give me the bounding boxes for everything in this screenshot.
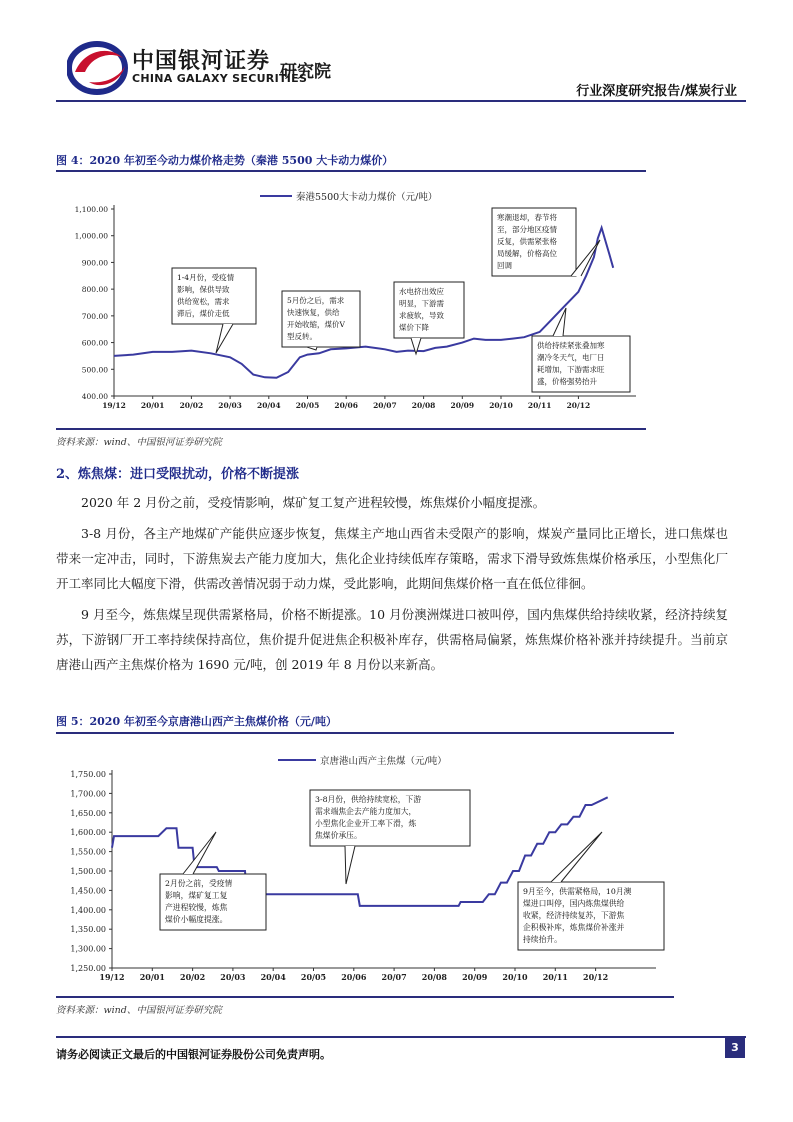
chart5-callout-text: 需求端焦企去产能力度加大，: [315, 807, 417, 816]
chart4-x-tick-label: 20/09: [450, 401, 475, 410]
chart5-y-tick-label: 1,350.00: [70, 925, 106, 935]
chart4-annotation-1: [172, 268, 256, 353]
chart5-callout-text: 收紧，经济持续复苏，下游焦: [523, 911, 625, 920]
chart4-callout-text: 开始收缩，煤价V: [287, 320, 345, 329]
chart4-y-tick-label: 600.00: [81, 338, 108, 348]
chart5-y-tick-label: 1,550.00: [70, 847, 106, 857]
chart4-annotation-3: [394, 282, 464, 354]
chart4-callout-pointer: [307, 347, 317, 350]
chart5-y-tick-label: 1,500.00: [70, 867, 106, 876]
chart5-callout-text: 影响，煤矿复工复: [165, 891, 228, 900]
institute-label: 研究院: [280, 62, 331, 82]
brand-name-cn: 中国银河证券: [132, 49, 271, 74]
chart5-y-tick-label: 1,650.00: [70, 808, 106, 818]
figure4-bottom-rule: [56, 428, 646, 430]
chart4-y-tick-label: 800.00: [81, 285, 108, 295]
chart5-y-tick-label: 1,300.00: [70, 944, 106, 954]
chart4-annotation-5: [532, 308, 630, 392]
chart4-callout-text: 明显，下游需: [399, 299, 444, 308]
chart4-callout-text: 耗增加，下游需求旺: [537, 365, 605, 374]
figure4-chart: [56, 178, 646, 416]
chart4-callout-text: 潮冷冬天气，电厂日: [537, 353, 605, 362]
chart4-x-tick-label: 20/10: [489, 401, 513, 410]
chart5-x-tick-label: 20/01: [139, 972, 165, 982]
chart5-x-tick-label: 19/12: [99, 972, 125, 982]
chart5-callout-text: 2月份之前，受疫情: [165, 879, 233, 888]
chart5-x-tick-label: 20/03: [220, 972, 246, 982]
section2-body: [56, 490, 728, 677]
chart4-x-tick-label: 19/12: [102, 401, 126, 410]
chart4-x-tick-label: 20/05: [295, 401, 320, 410]
chart4-x-tick-label: 20/07: [373, 401, 397, 410]
footer-disclaimer: 请务必阅读正文最后的中国银河证券股份公司免责声明。: [56, 1048, 331, 1061]
chart5-callout-text: 煤进口叫停，国内炼焦煤供给: [523, 899, 625, 908]
chart4-x-tick-label: 20/02: [179, 401, 204, 410]
chart4-callout-text: 求疲软，导致: [399, 311, 444, 320]
chart4-y-tick-label: 1,100.00: [74, 205, 108, 214]
chart4-callout-text: 供给持续紧张叠加寒: [537, 341, 605, 350]
chart4-x-tick-label: 20/08: [411, 401, 436, 410]
chart5-x-tick-label: 20/12: [583, 972, 609, 982]
chart5-callout-text: 持续抬升。: [523, 935, 562, 944]
chart4-y-tick-label: 1,000.00: [74, 231, 108, 241]
chart5-x-tick-label: 20/08: [421, 972, 447, 982]
chart4-callout-pointer: [216, 324, 233, 353]
chart4-callout-text: 回调: [497, 261, 512, 270]
chart5-x-tick-label: 20/06: [341, 972, 367, 982]
figure5-title: 图 5：2020 年初至今京唐港山西产主焦煤价格（元/吨）: [56, 715, 337, 728]
chart4-callout-text: 影响，保供导致: [177, 285, 230, 294]
chart5-callout-text: 焦煤价承压。: [315, 831, 362, 840]
header-rule: [56, 100, 746, 102]
chart4-callout-text: 滞后，煤价走低: [177, 309, 230, 318]
chart5-legend: 京唐港山西产主焦煤（元/吨）: [320, 756, 447, 767]
chart4-y-tick-label: 900.00: [81, 258, 108, 268]
chart5-callout-text: 9月至今，供需紧格局，10月澳: [523, 887, 632, 896]
chart4-legend: 秦港5500大卡动力煤价（元/吨）: [296, 192, 438, 203]
chart5-x-tick-label: 20/02: [180, 972, 206, 982]
chart5-callout-text: 企积极补库，炼焦煤价补涨并: [523, 923, 625, 932]
brand-name-en: CHINA GALAXY SECURITIES: [132, 72, 308, 85]
report-type: 行业深度研究报告/煤炭行业: [576, 84, 737, 99]
chart5-y-tick-label: 1,400.00: [70, 905, 106, 915]
section2-paragraph-3: 9 月至今，炼焦煤呈现供需紧格局，价格不断提涨。10 月份澳洲煤进口被叫停，国内焦煤供给持续收紧，经济持续复苏，下游钢厂开工率持续保持高位，焦价提升促进焦企积极补库存，供需格局偏紧，炼焦煤价格补涨并持续提升。当前京唐港山西产主焦煤价格为 1690 元/吨，创 2019 年 8 月份以来新高。: [56, 607, 728, 672]
chart5-x-tick-label: 20/11: [542, 972, 568, 982]
chart4-callout-text: 至，部分地区疫情: [497, 225, 557, 234]
chart5-callout-text: 3-8月份，供给持续宽松，下游: [315, 795, 422, 804]
chart4-x-tick-label: 20/06: [334, 401, 359, 410]
chart4-y-tick-label: 400.00: [81, 392, 108, 401]
figure5-bottom-rule: [56, 996, 674, 998]
chart5-annotation-1: [160, 832, 266, 930]
figure5-source: 资料来源：wind、中国银河证券研究院: [56, 1005, 222, 1016]
chart5-x-tick-label: 20/04: [260, 972, 286, 982]
section2-paragraph-2: 3-8 月份，各主产地煤矿产能供应逐步恢复，焦煤主产地山西省未受限产的影响，煤炭产量同比正增长，进口焦煤也带来一定冲击，同时，下游焦炭去产能力度加大，焦化企业持续低库存策略，需求下滑导致炼焦煤价格承压，小型焦化厂开工率同比大幅度下滑，供需改善情况弱于动力煤，受此影响，此期间焦煤价格一直在低位徘徊。: [56, 526, 728, 591]
chart5-annotation-3: [518, 832, 664, 950]
chart5-callout-text: 小型焦化企业开工率下滑，炼: [315, 819, 417, 828]
section2-paragraph-1: 2020 年 2 月份之前，受疫情影响，煤矿复工复产进程较慢，炼焦煤价小幅度提涨。: [81, 495, 546, 510]
chart5-annotation-2: [310, 790, 470, 884]
chart4-annotation-2: [282, 291, 360, 350]
figure4-title: 图 4：2020 年初至今动力煤价格走势（秦港 5500 大卡动力煤价）: [56, 154, 394, 167]
page-number: 3: [725, 1038, 745, 1058]
chart5-callout-pointer: [345, 846, 355, 884]
chart5-y-tick-label: 1,750.00: [70, 770, 106, 779]
figure4-top-rule: [56, 170, 646, 172]
chart4-x-tick-label: 20/12: [566, 401, 591, 410]
chart4-callout-text: 1-4月份，受疫情: [177, 273, 235, 282]
figure5-top-rule: [56, 732, 674, 734]
chart4-callout-text: 快速恢复，供给: [287, 308, 340, 317]
chart4-x-tick-label: 20/11: [527, 401, 552, 410]
chart5-y-tick-label: 1,450.00: [70, 886, 106, 896]
chart4-callout-text: 反复，供需紧张格: [497, 237, 557, 246]
section2-heading: 2、炼焦煤：进口受限扰动，价格不断提涨: [56, 467, 300, 482]
chart4-callout-text: 供给宽松，需求: [177, 297, 230, 306]
footer-rule: [56, 1036, 746, 1038]
chart5-x-tick-label: 20/10: [502, 972, 528, 982]
chart5-y-tick-label: 1,700.00: [70, 789, 106, 799]
chart4-callout-text: 煤价下降: [399, 323, 429, 332]
chart5-callout-text: 煤价小幅度提涨。: [165, 915, 228, 924]
chart4-x-tick-label: 20/03: [218, 401, 242, 410]
chart5-x-tick-label: 20/07: [381, 972, 407, 982]
figure5-chart: [56, 740, 674, 992]
chart4-annotation-4: [492, 208, 600, 276]
chart4-callout-text: 5月份之后，需求: [287, 296, 345, 305]
chart4-x-tick-label: 20/01: [140, 401, 165, 410]
chart5-x-tick-label: 20/09: [462, 972, 488, 982]
chart4-callout-text: 盛，价格强势抬升: [537, 377, 597, 386]
chart4-callout-text: 局缓解，价格高位: [497, 249, 557, 258]
chart4-y-tick-label: 700.00: [81, 311, 108, 321]
galaxy-logo-icon: [67, 38, 131, 96]
chart4-callout-text: 水电挤出效应: [399, 287, 444, 296]
chart4-y-tick-label: 500.00: [81, 365, 108, 375]
chart5-callout-pointer: [551, 832, 602, 882]
chart4-x-tick-label: 20/04: [256, 401, 281, 410]
chart5-callout-text: 产进程较慢，炼焦: [165, 903, 228, 912]
chart5-y-tick-label: 1,250.00: [70, 964, 106, 973]
figure4-source: 资料来源：wind、中国银河证券研究院: [56, 437, 222, 448]
chart4-callout-text: 型反转。: [287, 332, 317, 341]
chart4-callout-text: 寒潮退却，春节将: [497, 213, 557, 222]
chart5-x-tick-label: 20/05: [300, 972, 327, 982]
chart5-y-tick-label: 1,600.00: [70, 828, 106, 838]
